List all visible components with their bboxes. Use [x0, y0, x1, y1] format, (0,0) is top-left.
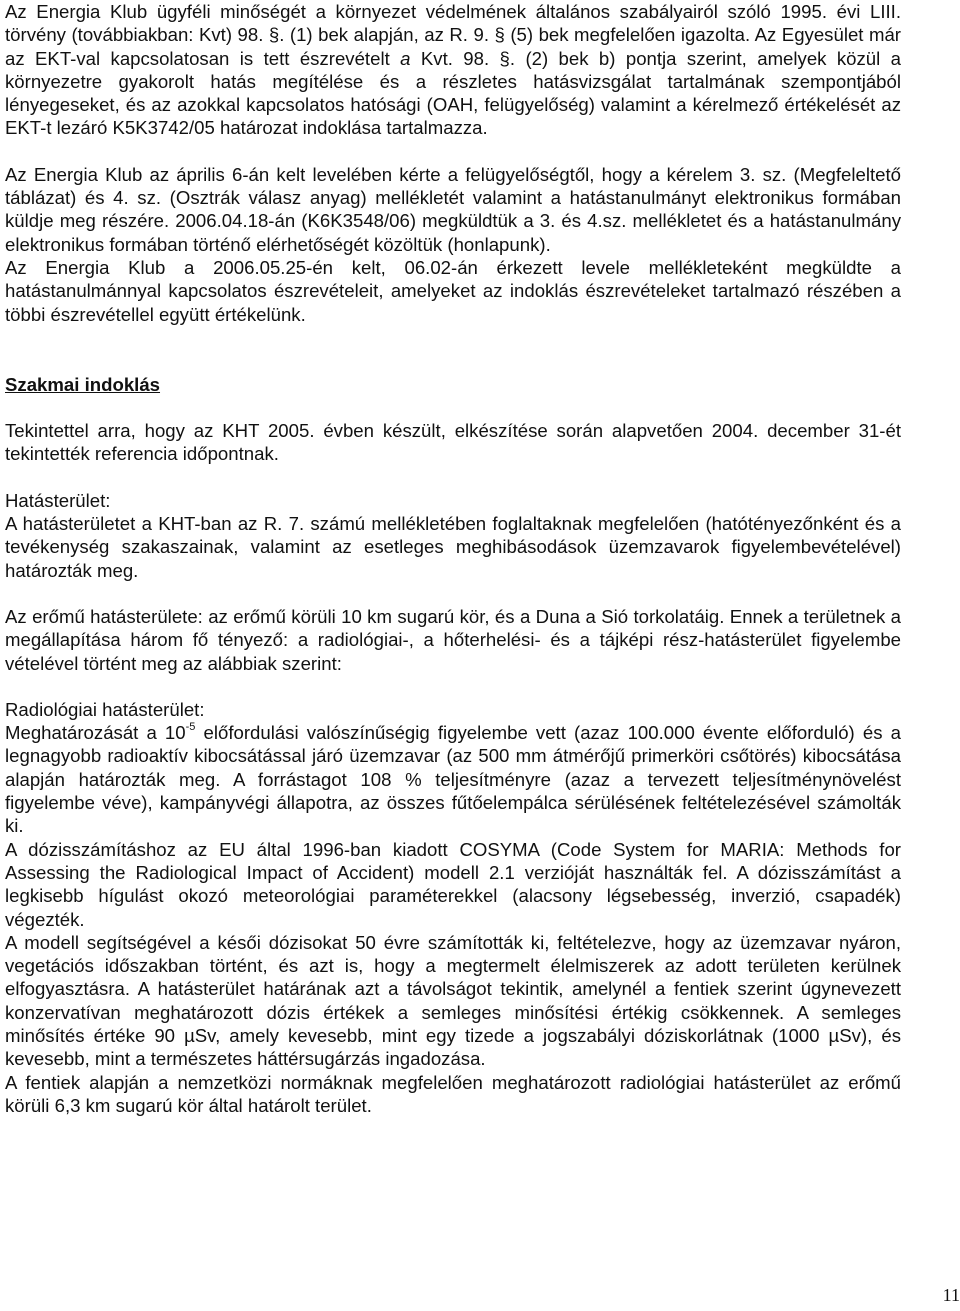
page-number: 11 — [942, 1285, 960, 1305]
paragraph-plant-impact-area: Az erőmű hatásterülete: az erőmű körüli 10 km sugarú kör, és a Duna a Sió torkolatáig. Ennek a területnek a megállapítása három fő tényező: a radiológiai-, a hőterhelési- és a tájképi rész-hatásterület figyelembe vételével történt meg az alábbiak szerint: — [5, 605, 901, 674]
paragraph-comments-received: Az Energia Klub a 2006.05.25-én kelt, 06.02-án érkezett levele mellékleteként megküldte a hatástanulmánnyal kapcsolatos észrevételeit, amelyeket az indoklás észrevételeket tartalmazó részében a többi észrevétellel együtt értékelünk. — [5, 256, 901, 325]
paragraph-client-status — [5, 0, 901, 140]
paragraph-impact-area-definition: A hatásterületet a KHT-ban az R. 7. számú mellékletében foglaltaknak megfelelően (hatótényezőnként és a tevékenység szakaszainak, valamint az esetleges meghibásodások üzemzavarok figyelembevételével) határozták meg. — [5, 513, 901, 581]
paragraph-radiological-part1: Meghatározását a 10 — [5, 722, 186, 744]
section-heading-professional-justification: Szakmai indoklás — [5, 373, 161, 395]
paragraph-conclusion: A fentiek alapján a nemzetközi normáknak megfelelően meghatározott radiológiai hatásterület az erőmű körüli 6,3 km sugarú kör által határolt terület. — [5, 1071, 901, 1116]
paragraph-reference-date: Tekintettel arra, hogy az KHT 2005. évben készült, elkészítése során alapvetően 2004. december 31-ét tekintették referencia időpontnak. — [5, 420, 901, 465]
document-page — [5, 0, 901, 1117]
paragraph-radiological-part2: előfordulási valószínűségig figyelembe vett (azaz 100.000 évente előforduló) és a legnagyobb radioaktív kibocsátással járó üzemzavar (az 500 mm átmérőjű primerköri csőtörés) kibocsátása alapján határozták meg. A forrástagot 108 % teljesítményre (azaz a tervezett teljesítménynövelést figyelembe véve), kampányvégi állapotra, az összes fűtőelempálca sérülésének feltételezésével számolták ki. — [5, 722, 901, 837]
paragraph-request-letter: Az Energia Klub az április 6-án kelt levelében kérte a felügyelőségtől, hogy a kérelem 3. sz. (Megfeleltető táblázat) és 4. sz. (Osztrák válasz anyag) mellékletét valamint a hatástanulmányt elektronikus formában küldje meg részére. 2006.04.18-án (K6K3548/06) megküldtük a 3. és 4.sz. mellékletet és a hatástanulmány elektronikus formában történő elérhetőségét közöltük (honlapunk). — [5, 163, 901, 255]
paragraph-client-status-part1: Az Energia Klub ügyféli minőségét a környezet védelmének általános szabályairól szóló 1995. évi LIII. törvény (továbbiakban: Kvt) 98. §. (1) bek alapján, az R. 9. § (5) bek megfelelően igazolta. Az Egyesület már az EKT-val kapcsolatosan is tett észrevételt — [5, 1, 901, 69]
paragraph-model-results: A modell segítségével a késői dózisokat 50 évre számították ki, feltételezve, hogy az üzemzavar nyáron, vegetációs időszakban történt, és azt is, hogy a megtermelt élelmiszerek az adott területen kerülnek elfogyasztásra. A hatásterület határának azt a távolságot tekintik, amelynél a fentiek szerint úgynevezett konzervatívan meghatározott dózis értékek a semleges minősítési értékig csökkennek. A semleges minősítés értéke 90 µSv, amely kevesebb, mint egy tizede a jogszabályi dóziskorlátnak (1000 µSv), és kevesebb, mint a természetes háttérsugárzás ingadozása. — [5, 931, 901, 1070]
exponent: -5 — [185, 720, 196, 733]
subheading-radiological-impact-area: Radiológiai hatásterület: — [5, 698, 205, 720]
paragraph-dose-calculation: A dózisszámításhoz az EU által 1996-ban kiadott COSYMA (Code System for MARIA: Methods for Assessing the Radiological Impact of Accident) modell 2.1 verzióját használták fel. A dózisszámítást a legkisebb hígulást okozó meteorológiai paraméterekkel (alacsony légsebesség, inverzió, csapadék) végezték. — [5, 838, 901, 930]
paragraph-radiological-determination — [5, 721, 901, 837]
paragraph-client-status-part2: Kvt. 98. §. (2) bek b) pontja szerint, amelyek közül a környezetre gyakorolt hatás megítélése és a részletes hatásvizsgálat tartalmának szempontjából lényegeseket, és az azokkal kapcsolatos hatósági (OAH, felügyelőség) valamint a kérelmező értékelését az EKT-t lezáró K5K3742/05 határozat indoklása tartalmazza. — [5, 47, 901, 139]
italic-article: a — [400, 47, 411, 69]
subheading-impact-area: Hatásterület: — [5, 489, 111, 511]
